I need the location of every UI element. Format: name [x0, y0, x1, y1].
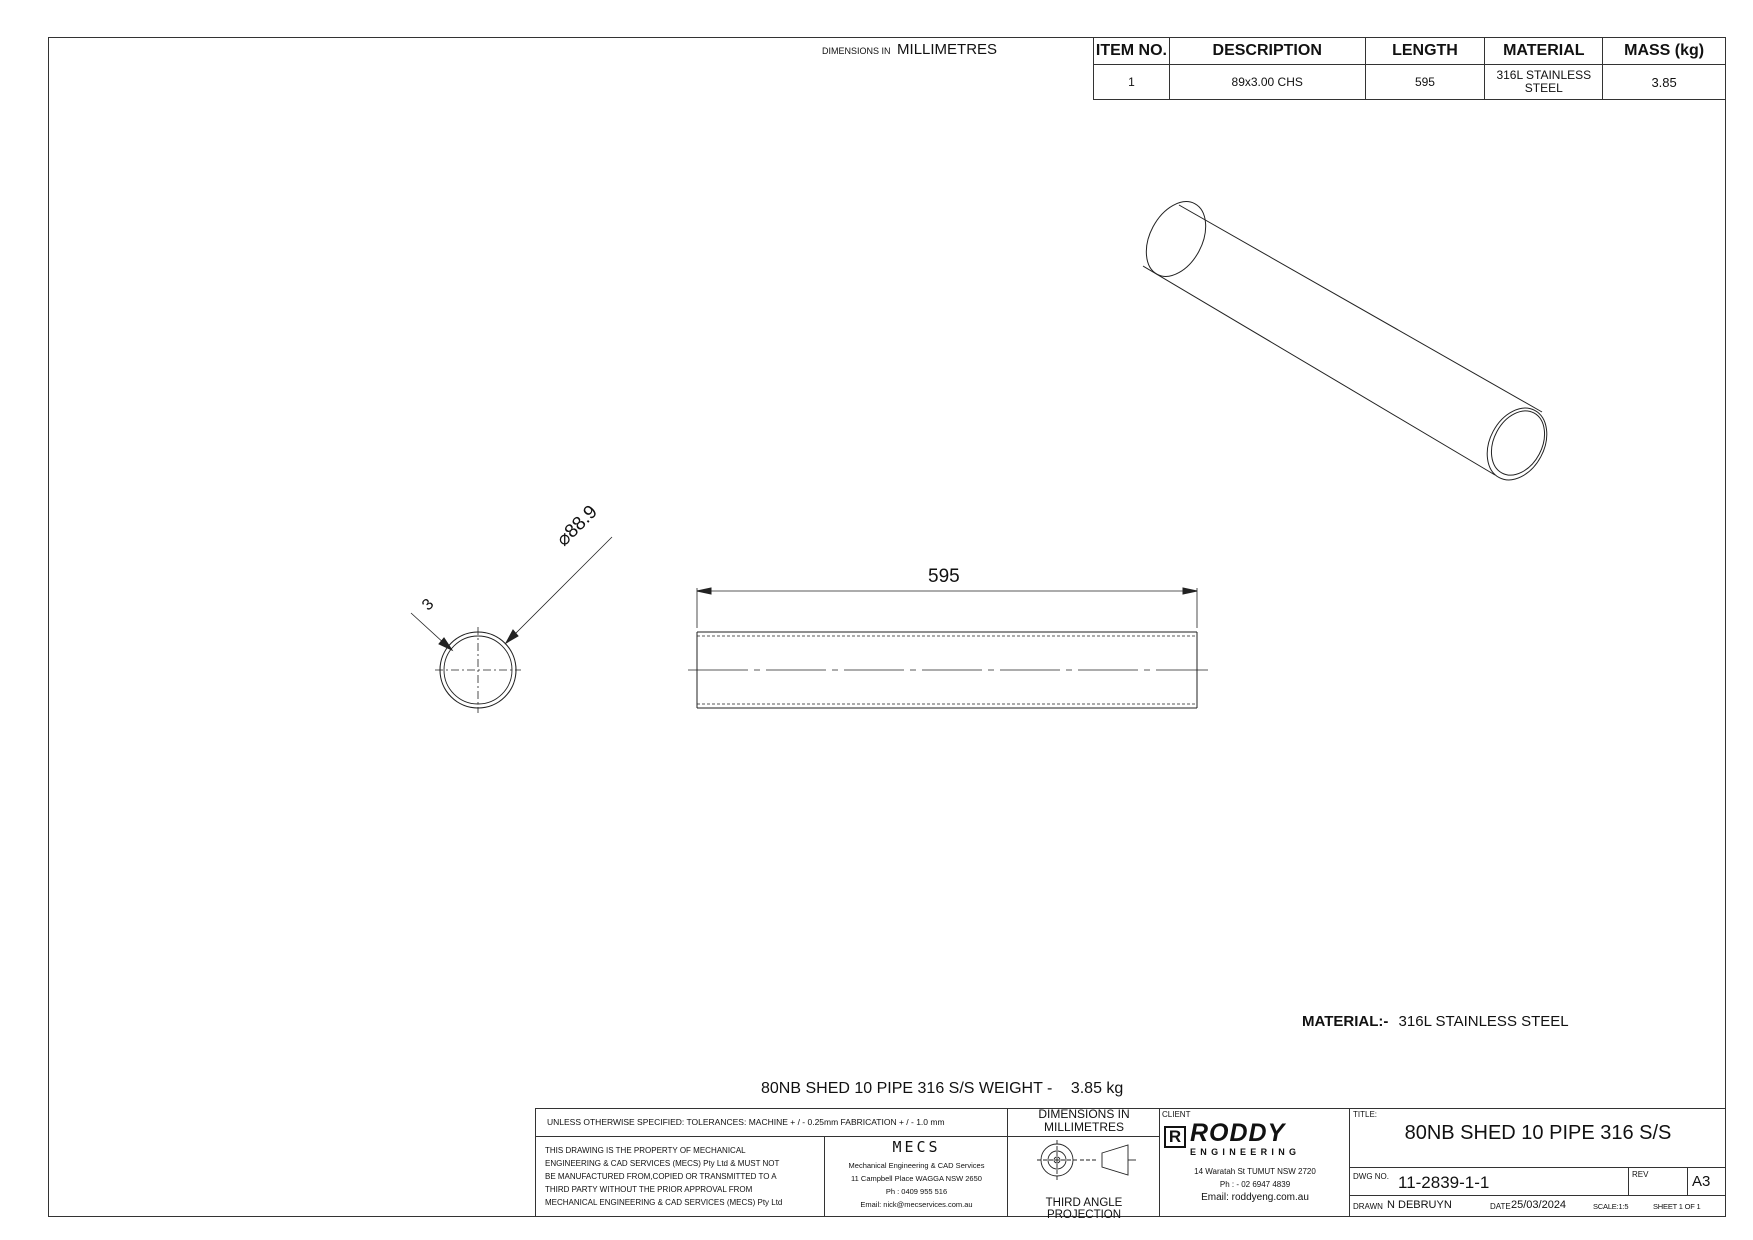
- bom-material-line2: STEEL: [1524, 81, 1563, 95]
- wall-leader: [411, 613, 446, 645]
- drawn-by: N DEBRUYN: [1387, 1199, 1452, 1211]
- wall-dimension-label: 3: [419, 595, 438, 615]
- rev-label: REV: [1632, 1170, 1649, 1179]
- sheet-size: A3: [1692, 1173, 1711, 1190]
- dwg-label: DWG NO.: [1353, 1172, 1389, 1181]
- mecs-details: [825, 1159, 1008, 1211]
- property-notice-line: THIRD PARTY WITHOUT THE PRIOR APPROVAL FROM: [545, 1185, 753, 1194]
- projection-cell: [1008, 1107, 1160, 1221]
- bom-material-line1: 316L STAINLESS: [1496, 68, 1592, 82]
- client-address: 14 Waratah St TUMUT NSW 2720: [1194, 1167, 1316, 1176]
- client-logo: RODDY: [1190, 1119, 1286, 1147]
- property-notice: [545, 1144, 782, 1209]
- weight-summary: [761, 1080, 1123, 1098]
- tolerances-text: UNLESS OTHERWISE SPECIFIED: TOLERANCES: MACHINE + / - 0.25mm FABRICATION + / - 1.0 mm: [547, 1117, 945, 1127]
- bom-mass: 3.85: [1603, 65, 1726, 100]
- date-label: DATE: [1490, 1202, 1511, 1211]
- length-dimension-label: 595: [928, 566, 960, 587]
- isometric-view: [1134, 191, 1558, 490]
- mecs-logo: MECS: [892, 1138, 941, 1156]
- bom-header-mass: MASS (kg): [1603, 38, 1726, 65]
- end-view: [411, 537, 612, 713]
- client-label: CLIENT: [1162, 1110, 1191, 1119]
- iso-bottom-edge: [1143, 266, 1495, 475]
- diameter-leader: [506, 537, 612, 643]
- projection-dims-label: [1008, 1108, 1160, 1134]
- projection-divider: [1008, 1136, 1160, 1137]
- mecs-line: 11 Campbell Place WAGGA NSW 2650: [851, 1174, 982, 1183]
- dimensions-prefix: DIMENSIONS IN: [822, 46, 891, 56]
- drawing-title: 80NB SHED 10 PIPE 316 S/S: [1404, 1122, 1672, 1144]
- iso-near-end: [1134, 191, 1217, 286]
- client-phone: Ph : - 02 6947 4839: [1219, 1180, 1291, 1189]
- bom-header-length: LENGTH: [1365, 38, 1485, 65]
- property-notice-line: THIS DRAWING IS THE PROPERTY OF MECHANICAL: [545, 1146, 746, 1155]
- bom-header-description: DESCRIPTION: [1169, 38, 1365, 65]
- client-cell: [1160, 1108, 1350, 1217]
- diameter-dimension-label: ⌀88.9: [552, 501, 602, 551]
- iso-top-edge: [1179, 205, 1542, 412]
- property-notice-line: ENGINEERING & CAD SERVICES (MECS) Pty Ltd & MUST NOT: [545, 1159, 780, 1168]
- weight-summary-text: 80NB SHED 10 PIPE 316 S/S WEIGHT -: [761, 1080, 1053, 1097]
- mecs-line: Ph : 0409 955 516: [885, 1187, 948, 1196]
- dwg-number: 11-2839-1-1: [1398, 1173, 1490, 1192]
- material-note-value: 316L STAINLESS STEEL: [1398, 1013, 1569, 1030]
- drawing-date: 25/03/2024: [1511, 1199, 1567, 1211]
- client-email: Email: roddyeng.com.au: [1201, 1192, 1309, 1203]
- title-label: TITLE:: [1353, 1110, 1378, 1119]
- client-contact: [1160, 1165, 1350, 1204]
- iso-far-end-outer: [1475, 398, 1558, 490]
- projection-label: THIRD ANGLE PROJECTION: [1045, 1197, 1123, 1221]
- projection-dims-line1: DIMENSIONS IN: [1038, 1107, 1130, 1121]
- bom-item-no: 1: [1094, 65, 1170, 100]
- sheet-number: SHEET 1 OF 1: [1653, 1202, 1701, 1211]
- drawn-row: [1353, 1199, 1725, 1215]
- weight-summary-value: 3.85 kg: [1070, 1080, 1124, 1097]
- roddy-logo-mark: R: [1164, 1126, 1186, 1148]
- property-notice-line: MECHANICAL ENGINEERING & CAD SERVICES (MECS) Pty Ltd: [545, 1198, 783, 1207]
- rev-cell: [1628, 1168, 1688, 1195]
- bom-length: 595: [1365, 65, 1485, 100]
- drawn-label: DRAWN: [1353, 1202, 1383, 1211]
- material-note-label: MATERIAL:-: [1302, 1013, 1389, 1030]
- projection-dims-line2: MILLIMETRES: [1043, 1120, 1124, 1134]
- mecs-cell: [825, 1137, 1008, 1217]
- material-note: [1302, 1013, 1569, 1030]
- bom-header-item: ITEM NO.: [1094, 38, 1170, 65]
- mecs-line: Email: nick@mecservices.com.au: [860, 1200, 973, 1209]
- dimensions-unit: MILLIMETRES: [897, 41, 998, 58]
- bom-header-material: MATERIAL: [1485, 38, 1603, 65]
- title-cell: [1350, 1108, 1726, 1168]
- drawing-scale: SCALE:1:5: [1593, 1202, 1629, 1211]
- tolerances-cell: [535, 1108, 1008, 1137]
- property-notice-line: BE MANUFACTURED FROM,COPIED OR TRANSMITTED TO A: [545, 1172, 777, 1181]
- dwg-row: [1350, 1168, 1726, 1196]
- mecs-line: Mechanical Engineering & CAD Services: [848, 1161, 985, 1170]
- client-logo-sub: ENGINEERING: [1190, 1147, 1301, 1157]
- property-notice-cell: [535, 1137, 825, 1217]
- bom-description: 89x3.00 CHS: [1169, 65, 1365, 100]
- side-view: [688, 588, 1208, 708]
